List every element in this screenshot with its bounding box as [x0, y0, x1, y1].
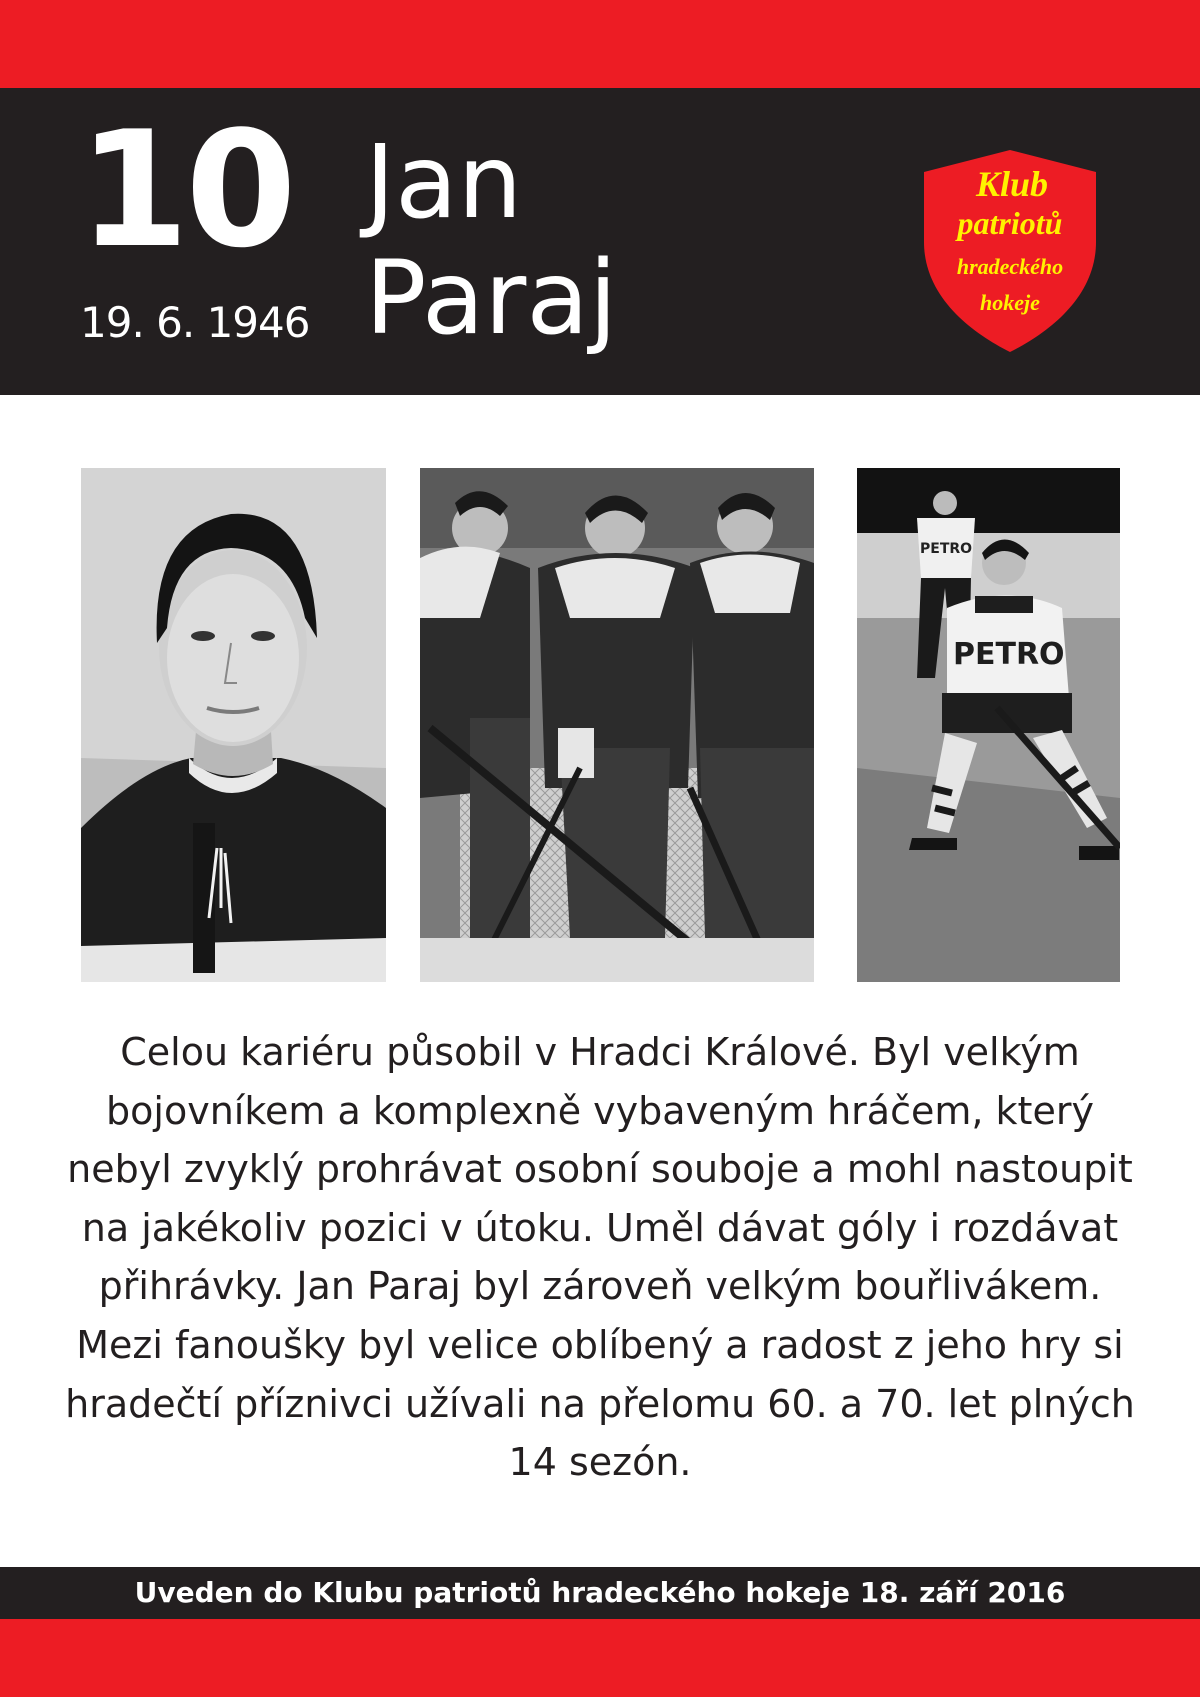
svg-text:hokeje: hokeje: [980, 290, 1040, 315]
svg-text:patriotů: patriotů: [957, 205, 1063, 241]
induction-note: Uveden do Klubu patriotů hradeckého hokeje 18. září 2016: [134, 1576, 1066, 1609]
three-players-photo: [420, 468, 814, 982]
svg-text:PETRO: PETRO: [953, 637, 1065, 672]
first-name: Jan: [365, 123, 523, 242]
portrait-photo: [81, 468, 386, 982]
action-photo: [857, 468, 1120, 982]
birth-date: 19. 6. 1946: [80, 298, 310, 347]
biography-text: Celou kariéru působil v Hradci Králové. Byl velkým bojovníkem a komplexně vybaveným hráčem, který nebyl zvyklý prohrávat osobní souboje a mohl nastoupit na jakékoliv pozici v útoku. Uměl dávat góly i rozdávat přihrávky. Jan Paraj byl zároveň velkým bouřlivákem. Mezi fanoušky byl velice oblíbený a radost z jeho hry si hradečtí příznivci užívali na přelomu 60. a 70. let plných 14 sezón.: [65, 1030, 1135, 1485]
svg-text:Klub: Klub: [975, 164, 1049, 204]
player-name: [365, 125, 617, 357]
last-name: Paraj: [365, 239, 618, 358]
svg-text:hradeckého: hradeckého: [956, 254, 1064, 279]
top-red-band: [0, 0, 1200, 88]
svg-text:PETRO: PETRO: [920, 541, 973, 557]
jersey-number: 10: [78, 96, 293, 283]
bottom-red-band: [0, 1619, 1200, 1697]
club-emblem-logo: [920, 146, 1100, 356]
